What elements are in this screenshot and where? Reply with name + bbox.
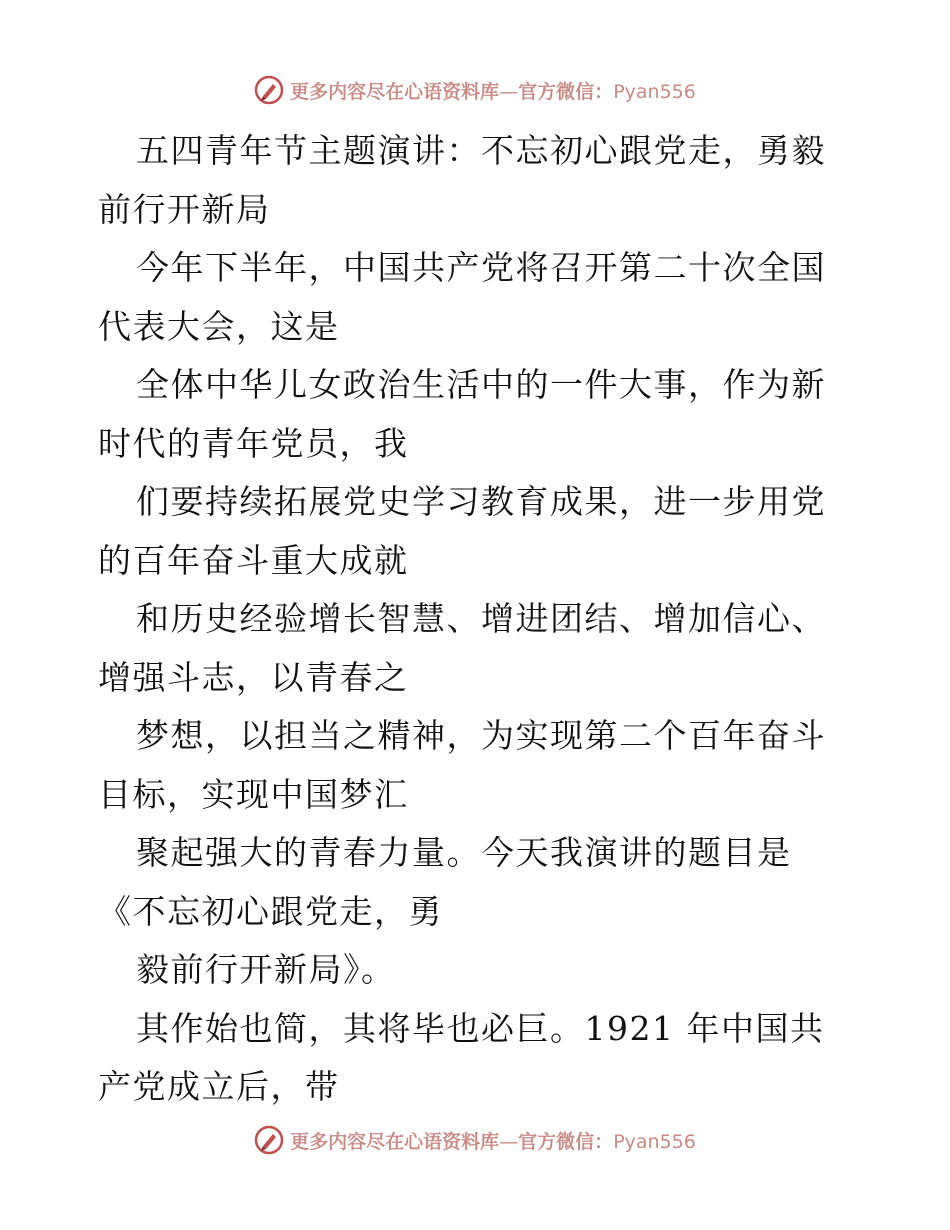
- watermark-site: 更多内容尽在心语资料库: [290, 80, 500, 103]
- paragraph: 梦想，以担当之精神，为实现第二个百年奋斗目标，实现中国梦汇: [98, 716, 826, 814]
- watermark-wechat-id: Pyan556: [613, 80, 696, 103]
- pen-logo-icon: [254, 75, 284, 105]
- watermark-wechat-label: 官方微信：: [518, 1130, 614, 1153]
- header-watermark: [0, 70, 950, 110]
- watermark-dash: —: [499, 1130, 519, 1153]
- paragraph: 和历史经验增长智慧、增进团结、增加信心、增强斗志，以青春之: [98, 599, 826, 697]
- watermark-wechat-id: Pyan556: [613, 1130, 696, 1153]
- footer-watermark: [0, 1120, 950, 1160]
- watermark-dash: —: [499, 80, 519, 103]
- watermark-wechat-label: 官方微信：: [518, 80, 614, 103]
- paragraph: 其作始也简，其将毕也必巨。1921 年中国共产党成立后，带: [98, 1008, 825, 1106]
- paragraph: 聚起强大的青春力量。今天我演讲的题目是《不忘初心跟党走，勇: [98, 833, 792, 931]
- paragraph: 今年下半年，中国共产党将召开第二十次全国代表大会，这是: [98, 248, 826, 346]
- watermark-text: [290, 77, 696, 104]
- pen-logo-icon: [254, 1125, 284, 1155]
- document-title: 五四青年节主题演讲：不忘初心跟党走，勇毅前行开新局: [98, 131, 826, 229]
- document-body: [98, 122, 858, 1117]
- paragraph: 全体中华儿女政治生活中的一件大事，作为新时代的青年党员，我: [98, 365, 826, 463]
- paragraph: 们要持续拓展党史学习教育成果，进一步用党的百年奋斗重大成就: [98, 482, 826, 580]
- watermark-text: [290, 1127, 696, 1154]
- paragraph: 毅前行开新局》。: [136, 950, 396, 989]
- watermark-site: 更多内容尽在心语资料库: [290, 1130, 500, 1153]
